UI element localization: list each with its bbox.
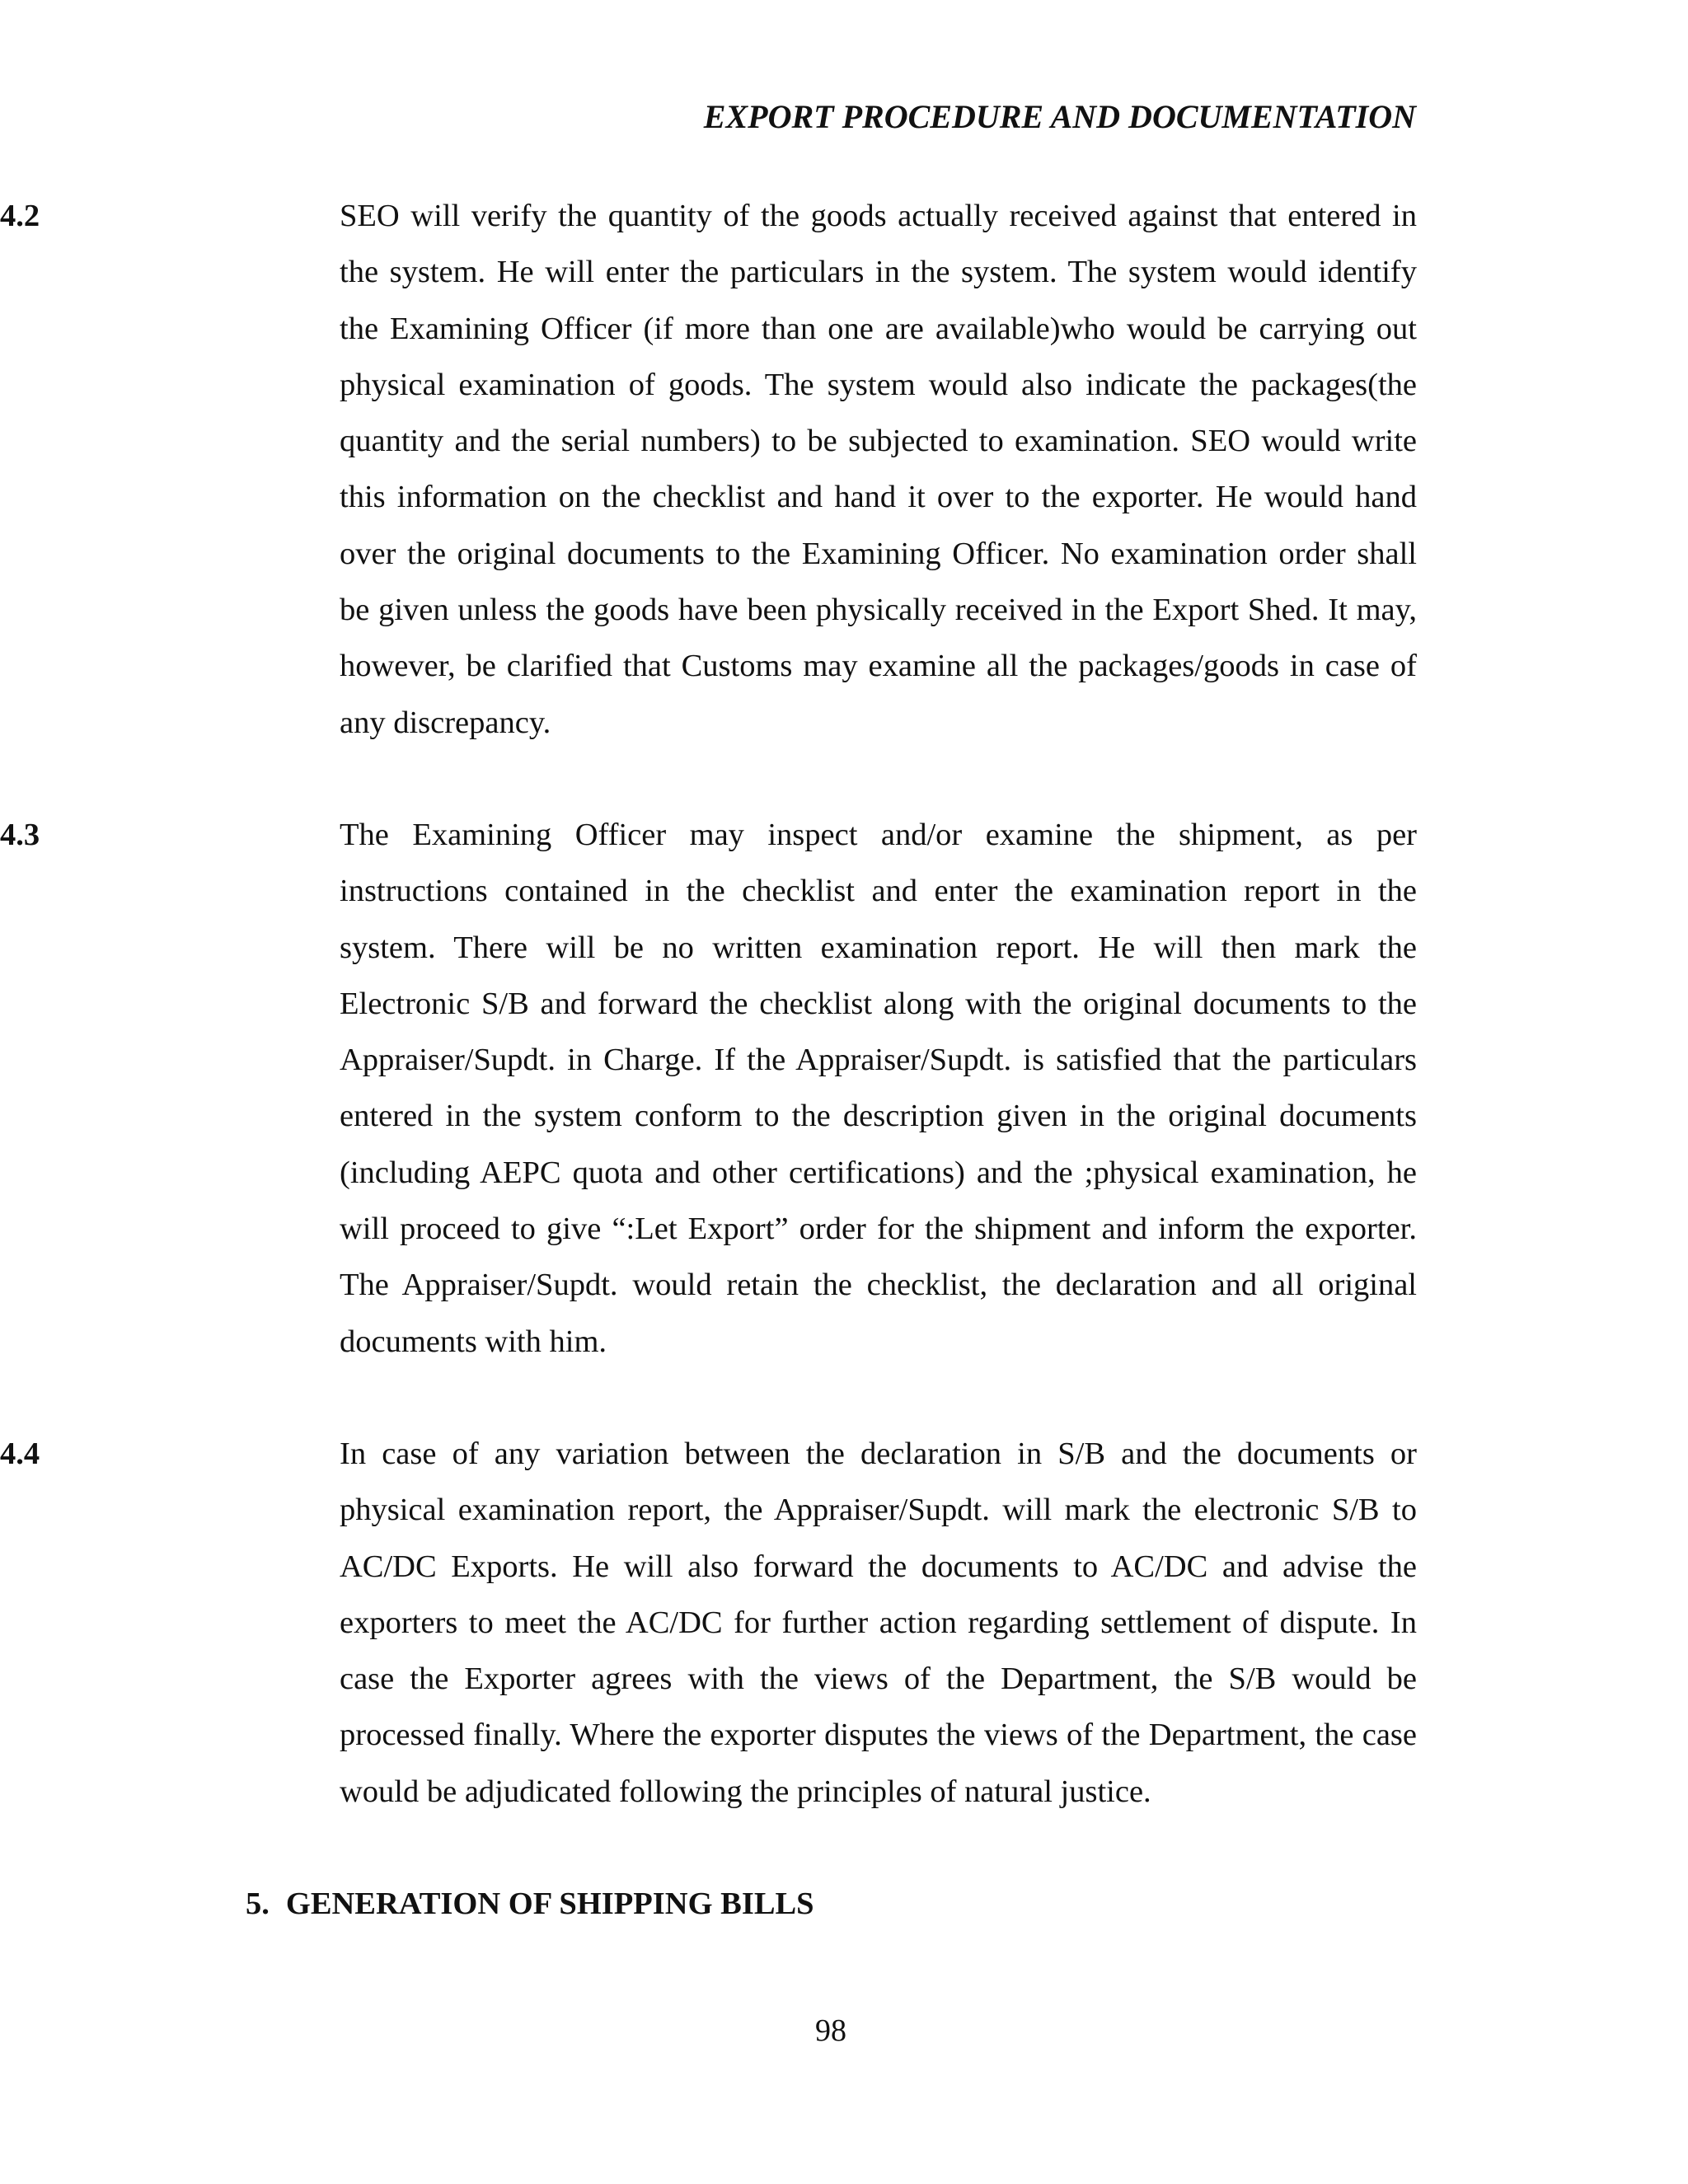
running-header: EXPORT PROCEDURE AND DOCUMENTATION — [703, 98, 1416, 135]
paragraph-text: The Examining Officer may inspect and/or examine the shipment, as per instructions contained in the checklist and enter the examination report in the system. There will be no written examination report. He will then mark the Electronic S/B and forward the checklist along with the original documents to the Appraiser/Supdt. in Charge. If the Appraiser/Supdt. is satisfied that the particulars entered in the system conform to the description given in the original documents (including AEPC quota and other certifications) and the ;physical examination, he will proceed to give “:Let Export” order for the shipment and inform the exporter. The Appraiser/Supdt. would retain the checklist, the declaration and all original documents with him. — [340, 818, 1417, 1359]
paragraph-4-4 — [0, 1426, 1417, 1820]
paragraph-number: 4.3 — [0, 818, 40, 852]
paragraph-number: 4.2 — [0, 199, 40, 233]
paragraph-number: 4.4 — [0, 1436, 40, 1471]
paragraph-text: SEO will verify the quantity of the goods actually received against that entered in the system. He will enter the particulars in the system. The system would identify the Examining Officer (if more than one are available)who would be carrying out physical examination of goods. The system would also indicate the packages(the quantity and the serial numbers) to be subjected to examination. SEO would write this information on the checklist and hand it over to the exporter. He would hand over the original documents to the Examining Officer. No examination order shall be given unless the goods have been physically received in the Export Shed. It may, however, be clarified that Customs may examine all the packages/goods in case of any discrepancy. — [340, 199, 1417, 740]
section-heading — [246, 1876, 814, 1932]
paragraph-text: In case of any variation between the declaration in S/B and the documents or physical examination report, the Appraiser/Supdt. will mark the electronic S/B to AC/DC Exports. He will also forward the documents to AC/DC and advise the exporters to meet the AC/DC for further action regarding settlement of dispute. In case the Exporter agrees with the views of the Department, the S/B would be processed finally. Where the exporter disputes the views of the Department, the case would be adjudicated following the principles of natural justice. — [340, 1436, 1417, 1809]
section-title: GENERATION OF SHIPPING BILLS — [285, 1886, 814, 1921]
page-number: 98 — [815, 2013, 846, 2048]
section-number: 5. — [246, 1886, 270, 1921]
paragraph-4-3 — [0, 807, 1417, 1370]
paragraph-4-2 — [0, 188, 1417, 751]
